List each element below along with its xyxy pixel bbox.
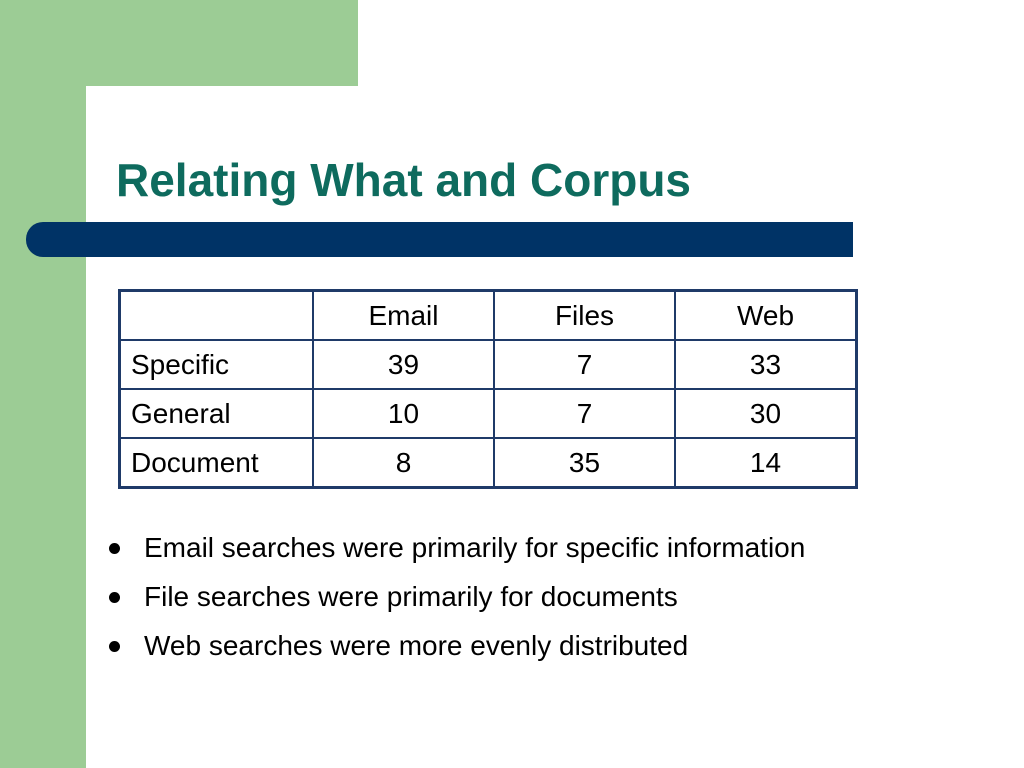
column-header-web: Web: [675, 291, 857, 341]
row-header-document: Document: [120, 438, 314, 488]
table-cell: 7: [494, 340, 675, 389]
table-cell: 7: [494, 389, 675, 438]
bullet-dot-icon: [109, 543, 120, 554]
row-header-general: General: [120, 389, 314, 438]
table-row: [120, 340, 857, 389]
title-underline-bar: [26, 222, 853, 257]
table-cell: 14: [675, 438, 857, 488]
bullet-text: Email searches were primarily for specific information: [144, 532, 806, 563]
column-header-files: Files: [494, 291, 675, 341]
list-item: [104, 575, 805, 624]
table-row: [120, 438, 857, 488]
table-cell: 33: [675, 340, 857, 389]
bullet-dot-icon: [109, 641, 120, 652]
table-header-row: [120, 291, 857, 341]
table-cell: 8: [313, 438, 494, 488]
bullet-text: File searches were primarily for documents: [144, 581, 678, 612]
table-cell: 35: [494, 438, 675, 488]
row-header-specific: Specific: [120, 340, 314, 389]
green-top-band: [0, 0, 358, 86]
bullet-list: [104, 526, 805, 673]
data-table: [118, 289, 858, 489]
table-cell: 30: [675, 389, 857, 438]
list-item: [104, 526, 805, 575]
column-header-email: Email: [313, 291, 494, 341]
table-corner-cell: [120, 291, 314, 341]
table-row: [120, 389, 857, 438]
list-item: [104, 624, 805, 673]
bullet-text: Web searches were more evenly distributed: [144, 630, 689, 661]
green-side-band: [0, 0, 86, 768]
slide-title: Relating What and Corpus: [116, 154, 691, 206]
table-cell: 10: [313, 389, 494, 438]
table-cell: 39: [313, 340, 494, 389]
bullet-dot-icon: [109, 592, 120, 603]
